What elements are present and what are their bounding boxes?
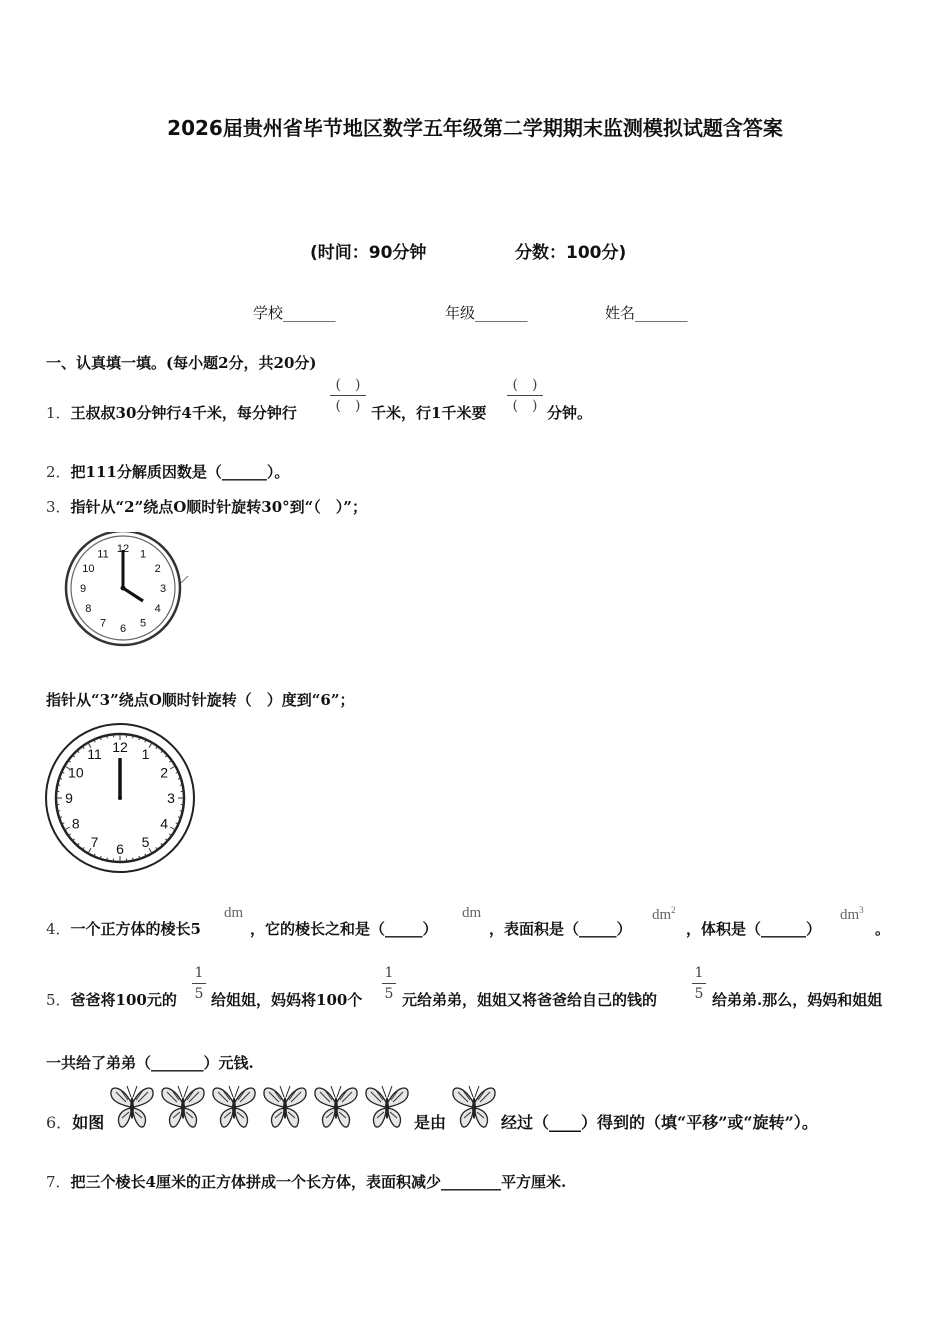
clock-numeral: 12 bbox=[116, 542, 130, 555]
question-number: 3． bbox=[46, 498, 71, 516]
clock-numeral: 6 bbox=[119, 622, 127, 635]
fraction-denominator: ( ) bbox=[512, 398, 538, 414]
clock-tick bbox=[180, 785, 183, 786]
butterfly-icon bbox=[363, 1082, 411, 1132]
clock-numeral: 4 bbox=[154, 602, 161, 615]
clock-numeral: 1 bbox=[139, 548, 147, 561]
butterfly-icon bbox=[159, 1082, 207, 1132]
page-title: 2026届贵州省毕节地区数学五年级第二学期期末监测模拟试题含答案 bbox=[167, 116, 783, 140]
question-3 bbox=[46, 496, 367, 517]
clock-numeral: 8 bbox=[71, 815, 80, 832]
question-4 bbox=[46, 918, 201, 939]
question-text: ，它的棱长之和是（_____） bbox=[250, 920, 438, 938]
question-text: 王叔叔30分钟行4千米，每分钟行 bbox=[70, 404, 297, 422]
clock-tick bbox=[133, 735, 134, 738]
section-heading: 一、认真填一填。(每小题2分，共20分) bbox=[46, 354, 317, 372]
fraction-bar bbox=[507, 395, 543, 396]
butterfly-icon bbox=[312, 1082, 360, 1132]
question-text: 给姐姐，妈妈将100个 bbox=[211, 991, 363, 1009]
question-text: 指针从“2”绕点O顺时针旋转30°到“（ ）”； bbox=[70, 498, 367, 516]
clock-numeral: 10 bbox=[82, 562, 95, 575]
clock-numeral: 2 bbox=[154, 562, 161, 575]
question-text: 一个正方体的棱长5 bbox=[70, 920, 201, 938]
clock-numeral: 7 bbox=[90, 834, 99, 851]
question-text: 把三个棱长4厘米的正方体拼成一个长方体，表面积减少________平方厘米. bbox=[70, 1173, 567, 1191]
clock-numeral: 7 bbox=[99, 617, 107, 630]
question-7 bbox=[46, 1171, 566, 1192]
clock-numeral: 5 bbox=[139, 617, 147, 630]
unit-dm-cubed: $dm^3$ bbox=[840, 905, 864, 923]
clock-numeral: 10 bbox=[68, 764, 84, 781]
fraction-one-fifth: 1 5 bbox=[382, 964, 396, 1003]
question-number: 2． bbox=[46, 463, 71, 481]
clock-tick bbox=[133, 858, 134, 861]
question-text: ，表面积是（_____） bbox=[489, 920, 632, 938]
butterfly-unit bbox=[448, 1082, 500, 1132]
question-number: 4． bbox=[46, 920, 71, 938]
clock-numeral: 1 bbox=[141, 745, 150, 762]
question-5-continued: 一共给了弟弟（_______）元钱. bbox=[46, 1054, 254, 1072]
clock-numeral: 6 bbox=[116, 841, 124, 858]
school-field: 学校_______ bbox=[253, 304, 336, 322]
question-6 bbox=[46, 1110, 104, 1133]
clock-tick bbox=[170, 827, 175, 830]
grade-field: 年级_______ bbox=[445, 304, 528, 322]
clock-tick bbox=[149, 848, 152, 853]
clock-tick bbox=[149, 743, 152, 748]
question-1 bbox=[46, 402, 297, 423]
name-field: 姓名_______ bbox=[605, 304, 688, 322]
clock-numeral: 8 bbox=[85, 602, 92, 615]
fraction-numerator: ( ) bbox=[335, 377, 361, 393]
fraction-one-fifth: 1 5 bbox=[692, 964, 706, 1003]
question-number: 7． bbox=[46, 1173, 71, 1191]
clock-tick bbox=[180, 811, 183, 812]
clock-four-oclock bbox=[62, 532, 190, 650]
question-text: 给弟弟.那么，妈妈和姐姐 bbox=[712, 991, 883, 1009]
clock-tick bbox=[65, 827, 70, 830]
clock-tick bbox=[57, 785, 60, 786]
question-text: 爸爸将100元的 bbox=[70, 991, 177, 1009]
question-text: 经过（____）得到的（填“平移”或“旋转”）。 bbox=[501, 1113, 818, 1132]
question-text: ，体积是（______） bbox=[686, 920, 822, 938]
fraction-numerator: ( ) bbox=[512, 377, 538, 393]
clock-numeral: 12 bbox=[112, 739, 128, 756]
question-text: 千米，行1千米要 bbox=[371, 404, 487, 422]
fraction-one-fifth: 1 5 bbox=[192, 964, 206, 1003]
fraction-bar bbox=[330, 395, 366, 396]
exam-score: 分数：100分) bbox=[515, 243, 627, 263]
question-5 bbox=[46, 989, 177, 1010]
question-number: 6． bbox=[46, 1113, 73, 1132]
butterfly-icon bbox=[261, 1082, 309, 1132]
fraction-blank bbox=[330, 376, 366, 415]
clock-tick bbox=[107, 735, 108, 738]
clock-twelve-oclock bbox=[45, 722, 197, 876]
butterfly-icon bbox=[108, 1082, 156, 1132]
question-text: 是由 bbox=[414, 1113, 447, 1132]
question-text: 如图 bbox=[72, 1113, 105, 1132]
fraction-blank bbox=[507, 376, 543, 415]
unit-dm: dm bbox=[224, 905, 244, 921]
question-3-part-2: 指针从“3”绕点O顺时针旋转（ ）度到“6”； bbox=[46, 691, 355, 709]
clock-numeral: 5 bbox=[141, 834, 150, 851]
clock-numeral: 2 bbox=[160, 764, 169, 781]
clock-tick bbox=[57, 811, 60, 812]
clock-numeral: 11 bbox=[87, 745, 102, 762]
fraction-denominator: ( ) bbox=[335, 398, 361, 414]
unit-dm: dm bbox=[462, 905, 482, 921]
unit-dm-squared: $dm^2$ bbox=[652, 905, 676, 923]
question-text: 分钟。 bbox=[547, 404, 593, 422]
butterfly-pattern bbox=[108, 1082, 418, 1132]
question-number: 5． bbox=[46, 991, 71, 1009]
clock-tick bbox=[170, 766, 175, 769]
clock-numeral: 9 bbox=[65, 790, 73, 807]
question-text: 把111分解质因数是（______）。 bbox=[70, 463, 290, 481]
clock-numeral: 4 bbox=[160, 815, 169, 832]
butterfly-icon bbox=[450, 1082, 498, 1132]
clock-numeral: 11 bbox=[97, 548, 109, 561]
butterfly-icon bbox=[210, 1082, 258, 1132]
question-text: 。 bbox=[875, 920, 891, 938]
clock-numeral: 9 bbox=[79, 582, 87, 595]
question-text: 元给弟弟，姐姐又将爸爸给自己的钱的 bbox=[402, 991, 658, 1009]
clock-numeral: 3 bbox=[159, 582, 167, 595]
question-number: 1． bbox=[46, 404, 71, 422]
question-2 bbox=[46, 461, 289, 482]
clock-numeral: 3 bbox=[167, 790, 175, 807]
clock-tick bbox=[107, 858, 108, 861]
exam-time: (时间：90分钟 bbox=[310, 243, 427, 263]
